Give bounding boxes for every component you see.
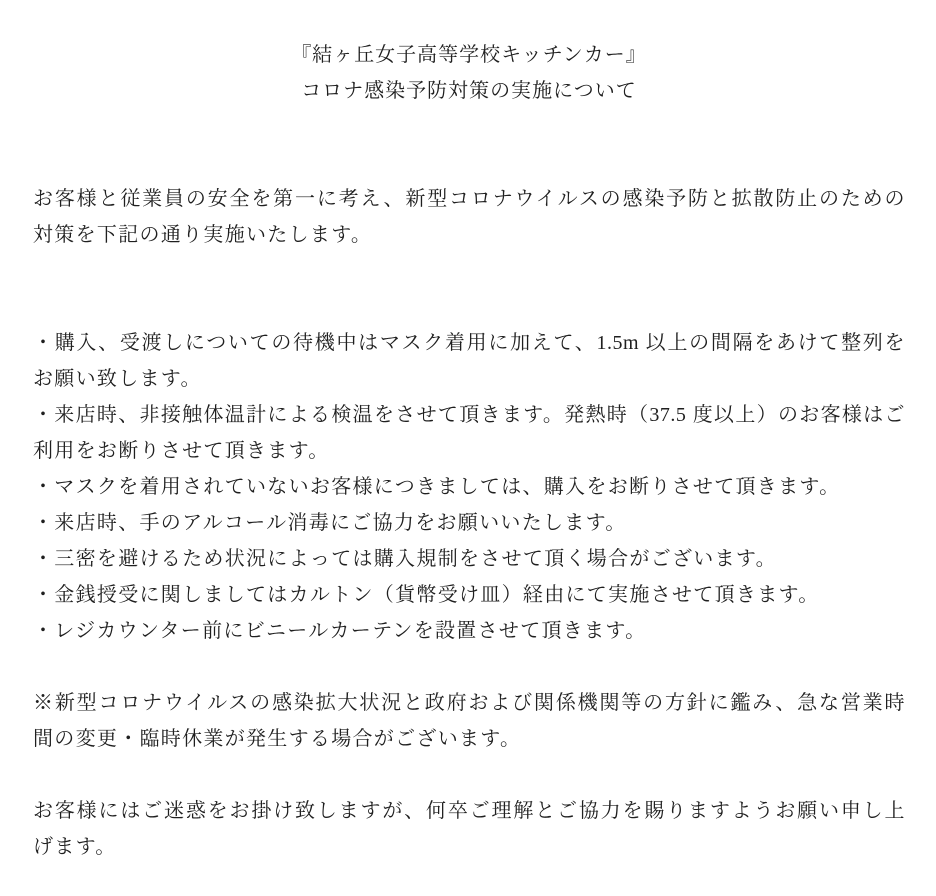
document-title — [33, 37, 905, 109]
note-paragraph — [33, 685, 905, 757]
note-line-1: ※新型コロナウイルスの感染拡大状況と政府および関係機関等の方針に鑑み、急な営業時 — [33, 692, 905, 714]
measure-line: ・金銭授受に関しましてはカルトン（貨幣受け皿）経由にて実施させて頂きます。 — [33, 584, 820, 606]
measures-list — [33, 325, 905, 649]
measure-line: ・来店時、手のアルコール消毒にご協力をお願いいたします。 — [33, 512, 627, 534]
measure-line: 利用をお断りさせて頂きます。 — [33, 440, 330, 462]
measure-item-temperature-check — [33, 397, 905, 469]
measure-item-distancing — [33, 325, 905, 397]
intro-line-1: お客様と従業員の安全を第一に考え、新型コロナウイルスの感染予防と拡散防止のための — [33, 188, 905, 210]
closing-paragraph — [33, 793, 905, 865]
title-line-2: コロナ感染予防対策の実施について — [301, 80, 637, 102]
measure-line: お願い致します。 — [33, 368, 202, 390]
measure-line: ・レジカウンター前にビニールカーテンを設置させて頂きます。 — [33, 620, 647, 642]
measure-item-mask-required — [33, 469, 905, 505]
measure-item-vinyl-curtain — [33, 613, 905, 649]
measure-item-hand-sanitizer — [33, 505, 905, 541]
note-line-2: 間の変更・臨時休業が発生する場合がございます。 — [33, 728, 522, 750]
measure-line: ・マスクを着用されていないお客様につきましては、購入をお断りさせて頂きます。 — [33, 476, 841, 498]
closing-line-1: お客様にはご迷惑をお掛け致しますが、何卒ご理解とご協力を賜りますようお願い申し上 — [33, 800, 905, 822]
measure-line: ・三密を避けるため状況によっては購入規制をさせて頂く場合がございます。 — [33, 548, 777, 570]
measure-item-cash-tray — [33, 577, 905, 613]
intro-line-2: 対策を下記の通り実施いたします。 — [33, 224, 373, 246]
measure-line: ・購入、受渡しについての待機中はマスク着用に加えて、1.5m 以上の間隔をあけて整列を — [33, 332, 905, 354]
measure-line: ・来店時、非接触体温計による検温をさせて頂きます。発熱時（37.5 度以上）のお客様はご — [33, 404, 905, 426]
closing-line-2: げます。 — [33, 836, 117, 858]
title-line-1: 『結ヶ丘女子高等学校キッチンカー』 — [291, 44, 647, 66]
measure-item-purchase-limit — [33, 541, 905, 577]
intro-paragraph — [33, 181, 905, 253]
